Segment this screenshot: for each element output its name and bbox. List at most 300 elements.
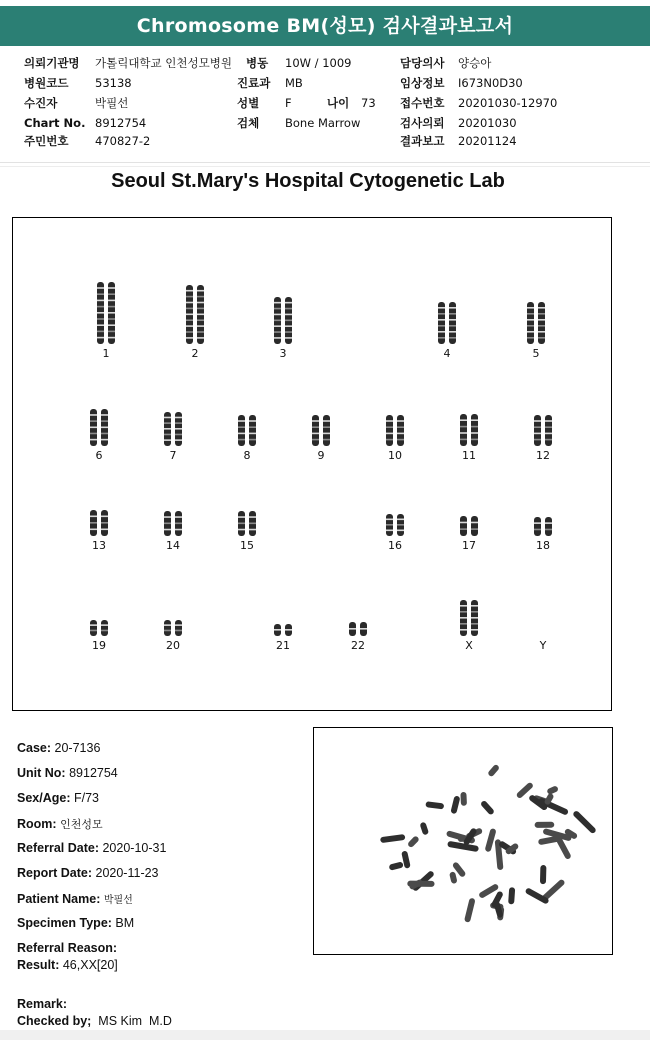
chromosome-band — [285, 325, 292, 327]
header-label-institution: 의뢰기관명 — [24, 56, 80, 70]
chromosome-19-a — [90, 620, 97, 636]
chromosome-band — [101, 516, 108, 518]
chromosome-band — [274, 302, 281, 304]
chromosome-10-a — [386, 415, 393, 446]
chromosome-band — [186, 308, 193, 310]
chromosome-band — [186, 290, 193, 292]
chromosome-pair-18 — [523, 515, 563, 538]
chromosome-band — [285, 331, 292, 333]
chromosome-band — [386, 530, 393, 532]
chromosome-band — [97, 306, 104, 308]
chromosome-11-b — [471, 414, 478, 446]
chromosome-band — [197, 319, 204, 321]
chromosome-band — [386, 433, 393, 435]
chromosome-label-7: 7 — [169, 449, 177, 462]
metaphase-chromosome — [540, 865, 546, 884]
chromosome-pair-10 — [375, 413, 415, 448]
chromosome-band — [449, 337, 456, 339]
patient-name-label: Patient Name: — [17, 892, 101, 906]
report-title: Chromosome BM(성모) 검사결과보고서 — [0, 6, 650, 46]
chromosome-band — [249, 523, 256, 525]
chromosome-band — [438, 319, 445, 321]
chromosome-band — [164, 417, 171, 419]
chromosome-band — [471, 605, 478, 607]
chromosome-9-a — [312, 415, 319, 446]
chromosome-band — [438, 313, 445, 315]
chromosome-band — [164, 516, 171, 518]
chromosome-band — [534, 522, 541, 524]
header-value-resident-no: 470827-2 — [95, 134, 151, 148]
chromosome-band — [164, 434, 171, 436]
chromosome-pair-20 — [153, 618, 193, 638]
chromosome-band — [175, 523, 182, 525]
chromosome-band — [186, 337, 193, 339]
chromosome-band — [238, 420, 245, 422]
chromosome-band — [108, 318, 115, 320]
unit-no-row — [17, 766, 118, 780]
metaphase-chromosome — [464, 898, 476, 923]
chromosome-band — [101, 414, 108, 416]
chromosome-10-b — [397, 415, 404, 446]
chromosome-band — [460, 419, 467, 421]
chromosome-band — [101, 624, 108, 626]
chromosome-band — [397, 439, 404, 441]
chromosome-label-15: 15 — [240, 539, 254, 552]
remark-row — [17, 997, 67, 1011]
chromosome-band — [197, 296, 204, 298]
chromosome-17-b — [471, 516, 478, 536]
chromosome-band — [238, 433, 245, 435]
chromosome-label-20: 20 — [166, 639, 180, 652]
chromosome-band — [471, 439, 478, 441]
header-value-request-date: 20201030 — [458, 116, 517, 130]
chromosome-band — [197, 290, 204, 292]
chromosome-band — [527, 331, 534, 333]
sex-age-label: Sex/Age: — [17, 791, 71, 805]
case-row — [17, 741, 100, 755]
metaphase-image-panel — [313, 727, 613, 955]
chromosome-label-21: 21 — [276, 639, 290, 652]
sex-age-row — [17, 791, 99, 805]
specimen-type-value: BM — [115, 916, 135, 930]
chromosome-label-X: X — [465, 639, 473, 652]
checked-by-row — [17, 1014, 172, 1028]
specimen-type-label: Specimen Type: — [17, 916, 112, 930]
header-label-request-date: 검사의뢰 — [400, 116, 445, 130]
chromosome-18-b — [545, 517, 552, 536]
chromosome-band — [108, 324, 115, 326]
chromosome-band — [249, 529, 256, 531]
chromosome-band — [460, 426, 467, 428]
metaphase-chromosome — [380, 834, 405, 843]
chromosome-band — [545, 426, 552, 428]
chromosome-band — [90, 414, 97, 416]
chromosome-label-16: 16 — [388, 539, 402, 552]
metaphase-chromosome — [535, 822, 555, 828]
chromosome-band — [249, 433, 256, 435]
chromosome-band — [460, 629, 467, 631]
chromosome-band — [471, 426, 478, 428]
chromosome-pair-1 — [86, 280, 126, 346]
chromosome-band — [527, 337, 534, 339]
chromosome-band — [460, 617, 467, 619]
chromosome-band — [438, 325, 445, 327]
chromosome-band — [164, 439, 171, 441]
chromosome-pair-X — [449, 598, 489, 638]
chromosome-band — [164, 529, 171, 531]
chromosome-band — [101, 522, 108, 524]
chromosome-label-2: 2 — [191, 347, 199, 360]
chromosome-band — [449, 313, 456, 315]
chromosome-band — [197, 337, 204, 339]
checked-by-value: MS Kim M.D — [98, 1014, 172, 1028]
chromosome-band — [360, 628, 367, 630]
chromosome-band — [164, 523, 171, 525]
chromosome-band — [538, 325, 545, 327]
chromosome-pair-6 — [79, 407, 119, 448]
header-value-ward: 10W / 1009 — [285, 56, 352, 70]
chromosome-band — [397, 524, 404, 526]
chromosome-band — [108, 331, 115, 333]
chromosome-band — [97, 312, 104, 314]
chromosome-band — [197, 308, 204, 310]
chromosome-band — [438, 337, 445, 339]
chromosome-band — [449, 325, 456, 327]
chromosome-band — [175, 624, 182, 626]
sex-age-value: F/73 — [73, 791, 99, 805]
chromosome-band — [534, 420, 541, 422]
chromosome-band — [471, 432, 478, 434]
chromosome-band — [449, 331, 456, 333]
chromosome-band — [175, 428, 182, 430]
chromosome-band — [397, 530, 404, 532]
chromosome-band — [323, 439, 330, 441]
header-value-report-date: 20201124 — [458, 134, 517, 148]
chromosome-band — [274, 314, 281, 316]
chromosome-band — [90, 420, 97, 422]
chromosome-band — [249, 426, 256, 428]
chromosome-band — [527, 313, 534, 315]
chromosome-band — [197, 302, 204, 304]
patient-name-row — [17, 891, 133, 906]
chromosome-band — [397, 420, 404, 422]
chromosome-band — [471, 617, 478, 619]
chromosome-band — [274, 331, 281, 333]
chromosome-band — [460, 623, 467, 625]
chromosome-band — [108, 293, 115, 295]
chromosome-pair-22 — [338, 620, 378, 638]
karyotype-panel — [12, 217, 612, 711]
chromosome-band — [386, 519, 393, 521]
chromosome-band — [386, 426, 393, 428]
header-divider — [0, 162, 650, 163]
chromosome-pair-13 — [79, 508, 119, 538]
chromosome-pair-3 — [263, 295, 303, 346]
chromosome-band — [323, 420, 330, 422]
chromosome-band — [438, 331, 445, 333]
chromosome-9-b — [323, 415, 330, 446]
chromosome-band — [101, 529, 108, 531]
chromosome-band — [175, 422, 182, 424]
chromosome-band — [545, 439, 552, 441]
header-value-sex: F — [285, 96, 292, 110]
header-label-patient: 수진자 — [24, 96, 58, 110]
chromosome-band — [534, 439, 541, 441]
remark-label: Remark: — [17, 997, 68, 1011]
metaphase-chromosome — [425, 801, 444, 809]
metaphase-spread-image — [314, 728, 612, 954]
case-label: Case: — [17, 741, 52, 755]
chromosome-band — [460, 528, 467, 530]
chromosome-band — [312, 426, 319, 428]
header-label-chart-no: Chart No. — [24, 116, 86, 130]
chromosome-band — [471, 528, 478, 530]
header-value-patient: 박필선 — [95, 96, 129, 110]
header-value-accession-no: 20201030-12970 — [458, 96, 558, 110]
chromosome-band — [197, 331, 204, 333]
chromosome-band — [186, 331, 193, 333]
chromosome-band — [545, 420, 552, 422]
chromosome-band — [101, 427, 108, 429]
chromosome-band — [97, 293, 104, 295]
chromosome-band — [249, 516, 256, 518]
chromosome-band — [249, 420, 256, 422]
chromosome-band — [471, 629, 478, 631]
chromosome-label-14: 14 — [166, 539, 180, 552]
chromosome-band — [460, 439, 467, 441]
chromosome-band — [108, 337, 115, 339]
chromosome-band — [274, 629, 281, 631]
chromosome-band — [249, 439, 256, 441]
chromosome-band — [545, 522, 552, 524]
chromosome-band — [527, 307, 534, 309]
chromosome-band — [238, 516, 245, 518]
lab-title: Seoul St.Mary's Hospital Cytogenetic Lab — [111, 170, 505, 192]
chromosome-label-12: 12 — [536, 449, 550, 462]
chromosome-band — [538, 307, 545, 309]
chromosome-pair-17 — [449, 514, 489, 538]
chromosome-12-a — [534, 415, 541, 446]
metaphase-chromosome — [447, 841, 479, 852]
chromosome-20-b — [175, 620, 182, 636]
chromosome-band — [312, 420, 319, 422]
chromosome-band — [460, 611, 467, 613]
checked-by-label: Checked by; — [17, 1014, 92, 1028]
chromosome-8-a — [238, 415, 245, 446]
chromosome-band — [175, 434, 182, 436]
header-value-age: 73 — [361, 96, 376, 110]
chromosome-band — [285, 337, 292, 339]
chromosome-band — [397, 433, 404, 435]
specimen-type-row — [17, 916, 134, 930]
chromosome-band — [90, 522, 97, 524]
chromosome-band — [349, 628, 356, 630]
header-label-sex: 성별 — [237, 96, 260, 110]
header-value-chart-no: 8912754 — [95, 116, 147, 130]
header-label-ward: 병동 — [246, 56, 269, 70]
referral-date-row — [17, 841, 166, 855]
header-value-hospital-code: 53138 — [95, 76, 132, 90]
metaphase-chromosome — [508, 887, 515, 904]
header-value-doctor: 양승아 — [458, 56, 492, 70]
header-label-hospital-code: 병원코드 — [24, 76, 69, 90]
room-row — [17, 816, 103, 832]
chromosome-pair-19 — [79, 618, 119, 638]
chromosome-band — [97, 331, 104, 333]
room-label: Room: — [17, 817, 57, 831]
chromosome-band — [108, 287, 115, 289]
chromosome-band — [90, 439, 97, 441]
chromosome-band — [285, 314, 292, 316]
metaphase-chromosome — [480, 800, 495, 816]
chromosome-label-4: 4 — [443, 347, 451, 360]
header-label-clinical-info: 임상정보 — [400, 76, 445, 90]
chromosome-band — [274, 320, 281, 322]
header-label-doctor: 담당의사 — [400, 56, 445, 70]
chromosome-20-a — [164, 620, 171, 636]
chromosome-band — [186, 296, 193, 298]
chromosome-band — [538, 331, 545, 333]
chromosome-band — [471, 419, 478, 421]
chromosome-band — [285, 320, 292, 322]
chromosome-band — [312, 433, 319, 435]
unit-no-label: Unit No: — [17, 766, 66, 780]
referral-date-label: Referral Date: — [17, 841, 99, 855]
chromosome-label-19: 19 — [92, 639, 106, 652]
metaphase-chromosome — [419, 822, 429, 836]
chromosome-pair-12 — [523, 413, 563, 448]
case-value: 20-7136 — [54, 741, 101, 755]
chromosome-label-13: 13 — [92, 539, 106, 552]
chromosome-band — [164, 630, 171, 632]
metaphase-chromosome — [460, 792, 467, 806]
report-date-row — [17, 866, 159, 880]
header-label-resident-no: 주민번호 — [24, 134, 69, 148]
chromosome-17-a — [460, 516, 467, 536]
chromosome-band — [186, 319, 193, 321]
chromosome-band — [175, 630, 182, 632]
header-value-department: MB — [285, 76, 303, 90]
unit-no-value: 8912754 — [69, 766, 118, 780]
chromosome-pair-4 — [427, 300, 467, 346]
chromosome-label-17: 17 — [462, 539, 476, 552]
chromosome-pair-7 — [153, 410, 193, 448]
chromosome-label-11: 11 — [462, 449, 476, 462]
chromosome-label-3: 3 — [279, 347, 287, 360]
header-value-specimen: Bone Marrow — [285, 116, 361, 130]
chromosome-band — [471, 611, 478, 613]
chromosome-11-a — [460, 414, 467, 446]
chromosome-band — [101, 433, 108, 435]
chromosome-pair-5 — [516, 300, 556, 346]
metaphase-chromosome — [450, 795, 460, 814]
chromosome-band — [90, 624, 97, 626]
header-divider-secondary — [0, 166, 650, 167]
room-value: 인천성모 — [60, 819, 103, 831]
chromosome-band — [538, 319, 545, 321]
chromosome-band — [285, 302, 292, 304]
patient-name-value: 박필선 — [103, 895, 133, 906]
chromosome-label-22: 22 — [351, 639, 365, 652]
result-label: Result: — [17, 958, 60, 972]
report-date-label: Report Date: — [17, 866, 93, 880]
chromosome-band — [101, 420, 108, 422]
chromosome-band — [197, 314, 204, 316]
metaphase-chromosome — [485, 828, 497, 852]
chromosome-band — [175, 516, 182, 518]
chromosome-band — [175, 439, 182, 441]
chromosome-band — [449, 307, 456, 309]
chromosome-band — [386, 439, 393, 441]
metaphase-chromosome — [487, 764, 500, 778]
chromosome-band — [274, 337, 281, 339]
report-date-value: 2020-11-23 — [95, 866, 159, 880]
chromosome-band — [534, 433, 541, 435]
result-value: 46,XX[20] — [62, 958, 118, 972]
chromosome-pair-8 — [227, 413, 267, 448]
chromosome-12-b — [545, 415, 552, 446]
metaphase-chromosome — [449, 871, 458, 884]
chromosome-band — [545, 433, 552, 435]
chromosome-band — [238, 426, 245, 428]
chromosome-band — [471, 623, 478, 625]
chromosome-label-6: 6 — [95, 449, 103, 462]
chromosome-band — [97, 300, 104, 302]
chromosome-pair-11 — [449, 412, 489, 448]
result-row — [17, 958, 118, 972]
referral-reason-label: Referral Reason: — [17, 941, 118, 955]
chromosome-band — [90, 529, 97, 531]
chromosome-band — [471, 522, 478, 524]
chromosome-band — [108, 306, 115, 308]
header-value-institution: 가톨릭대학교 인천성모병원 — [95, 56, 232, 70]
header-label-department: 진료과 — [237, 76, 271, 90]
chromosome-pair-14 — [153, 509, 193, 538]
chromosome-label-8: 8 — [243, 449, 251, 462]
chromosome-band — [101, 439, 108, 441]
referral-date-value: 2020-10-31 — [102, 841, 167, 855]
chromosome-band — [108, 300, 115, 302]
chromosome-band — [238, 529, 245, 531]
chromosome-band — [238, 439, 245, 441]
chromosome-band — [397, 519, 404, 521]
chromosome-band — [323, 433, 330, 435]
chromosome-label-10: 10 — [388, 449, 402, 462]
chromosome-band — [323, 426, 330, 428]
header-label-age: 나이 — [327, 96, 350, 110]
chromosome-band — [186, 302, 193, 304]
chromosome-8-b — [249, 415, 256, 446]
chromosome-band — [90, 427, 97, 429]
chromosome-band — [538, 337, 545, 339]
chromosome-band — [438, 307, 445, 309]
chromosome-band — [97, 324, 104, 326]
chromosome-band — [97, 337, 104, 339]
chromosome-band — [460, 605, 467, 607]
chromosome-band — [545, 529, 552, 531]
chromosome-pair-21 — [263, 622, 303, 638]
header-label-report-date: 결과보고 — [400, 134, 445, 148]
chromosome-band — [186, 325, 193, 327]
chromosome-pair-2 — [175, 283, 215, 346]
metaphase-chromosome — [572, 810, 597, 835]
chromosome-band — [386, 420, 393, 422]
bottom-bar — [0, 1030, 650, 1040]
header-label-accession-no: 접수번호 — [400, 96, 445, 110]
chromosome-band — [397, 426, 404, 428]
chromosome-19-b — [101, 620, 108, 636]
chromosome-band — [108, 312, 115, 314]
